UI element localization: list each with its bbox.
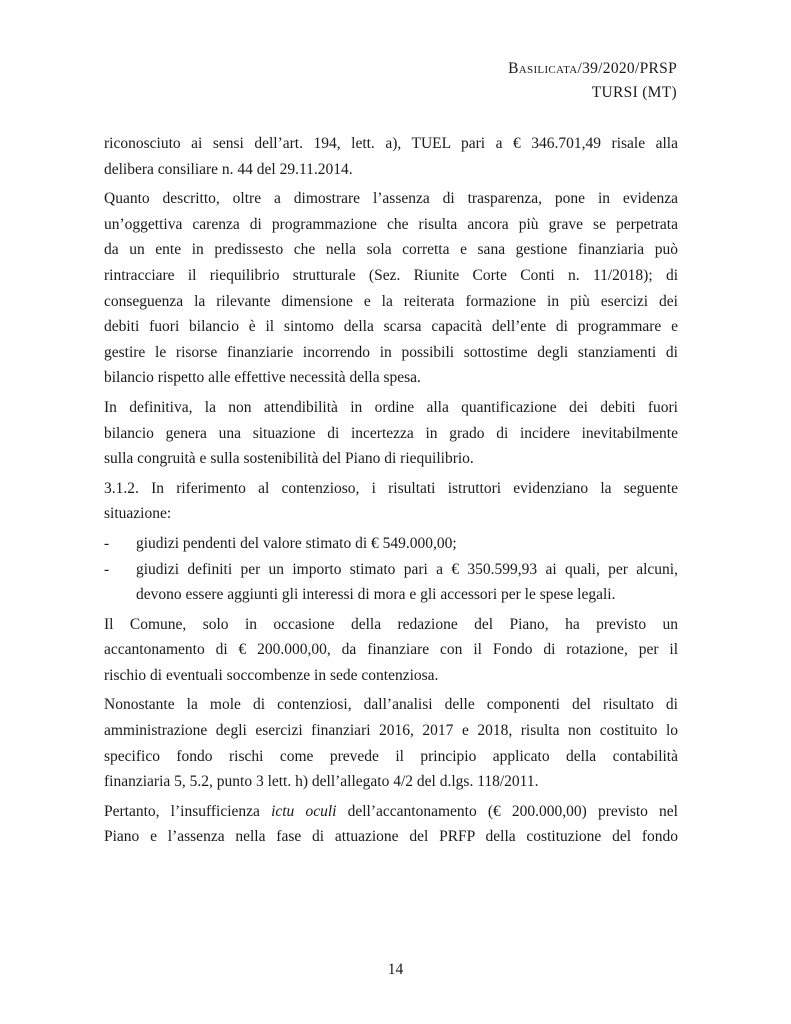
text-line: conseguenza la rilevante dimensione e la reiterata formazione in più esercizi dei bbox=[104, 292, 678, 310]
text-line: rintracciare il riequilibrio strutturale (Sez. Riunite Corte Conti n. 11/2018); di bbox=[104, 266, 678, 284]
text-line: rischio di eventuali soccombenze in sede contenziosa. bbox=[104, 666, 439, 684]
region-name: Basilicata bbox=[508, 60, 578, 77]
text-line: finanziaria 5, 5.2, punto 3 lett. h) dell’allegato 4/2 del d.lgs. 118/2011. bbox=[104, 773, 539, 791]
text-line: 3.1.2. In riferimento al contenzioso, i risultati istruttori evidenziano la seguente bbox=[104, 479, 678, 497]
list-item bbox=[104, 557, 678, 608]
list-dash: - bbox=[104, 534, 110, 552]
text-line: bilancio rispetto alle effettive necessità della spesa. bbox=[104, 369, 421, 387]
text-line: Nonostante la mole di contenziosi, dall’analisi delle componenti del risultato di bbox=[104, 696, 678, 714]
text-line: giudizi pendenti del valore stimato di € 549.000,00; bbox=[136, 534, 457, 552]
text-line: accantonamento di € 200.000,00, da finanziare con il Fondo di rotazione, per il bbox=[104, 641, 678, 659]
paragraph-2 bbox=[104, 186, 678, 391]
text-line: In definitiva, la non attendibilità in ordine alla quantificazione dei debiti fuori bbox=[104, 398, 678, 416]
paragraph-1 bbox=[104, 131, 678, 182]
paragraph-section-3-1-2 bbox=[104, 476, 678, 527]
text-line: Quanto descritto, oltre a dimostrare l’assenza di trasparenza, pone in evidenza bbox=[104, 190, 678, 208]
text-line: un’oggettiva carenza di programmazione che risulta ancora più grave se perpetrata bbox=[104, 215, 678, 233]
paragraph-3 bbox=[104, 395, 678, 472]
text-line: giudizi definiti per un importo stimato pari a € 350.599,93 ai quali, per alcuni, bbox=[136, 560, 678, 578]
text-line: amministrazione degli esercizi finanziari 2016, 2017 e 2018, risulta non costituito lo bbox=[104, 722, 678, 740]
text-line bbox=[104, 799, 678, 825]
text-line: gestire le risorse finanziarie incorrendo in possibili sottostime degli stanziamenti di bbox=[104, 343, 678, 361]
text-segment: Pertanto, l’insufficienza bbox=[104, 802, 272, 820]
document-reference bbox=[508, 60, 677, 78]
list-item bbox=[104, 531, 678, 557]
text-line: Il Comune, solo in occasione della redazione del Piano, ha previsto un bbox=[104, 615, 678, 633]
paragraph-6 bbox=[104, 692, 678, 794]
text-line: sulla congruità e sulla sostenibilità del Piano di riequilibrio. bbox=[104, 450, 474, 468]
text-line: situazione: bbox=[104, 505, 172, 523]
page-number: 14 bbox=[387, 961, 404, 978]
entity-name: TURSI (MT) bbox=[591, 84, 677, 101]
text-line: devono essere aggiunti gli interessi di mora e gli accessori per le spese legali. bbox=[136, 586, 616, 604]
text-line: bilancio genera una situazione di incertezza in grado di incidere inevitabilmente bbox=[104, 424, 678, 442]
reference-code: /39/2020/PRSP bbox=[577, 60, 677, 77]
text-line: specifico fondo rischi come prevede il principio applicato della contabilità bbox=[104, 747, 678, 765]
text-line: Piano e l’assenza nella fase di attuazione del PRFP della costituzione del fondo bbox=[104, 828, 678, 846]
text-line: delibera consiliare n. 44 del 29.11.2014. bbox=[104, 160, 353, 178]
paragraph-5 bbox=[104, 612, 678, 689]
text-line: debiti fuori bilancio è il sintomo della scarsa capacità dell’ente di programmare e bbox=[104, 318, 678, 336]
text-line: da un ente in predissesto che nella sola corretta e sana gestione finanziaria può bbox=[104, 241, 678, 259]
text-segment: dell’accantonamento (€ 200.000,00) previsto nel bbox=[336, 802, 678, 820]
list-dash: - bbox=[104, 560, 110, 578]
text-line: riconosciuto ai sensi dell’art. 194, lett. a), TUEL pari a € 346.701,49 risale alla bbox=[104, 135, 678, 152]
paragraph-7 bbox=[104, 799, 678, 850]
italic-phrase: ictu oculi bbox=[271, 802, 337, 820]
document-body bbox=[104, 131, 678, 854]
